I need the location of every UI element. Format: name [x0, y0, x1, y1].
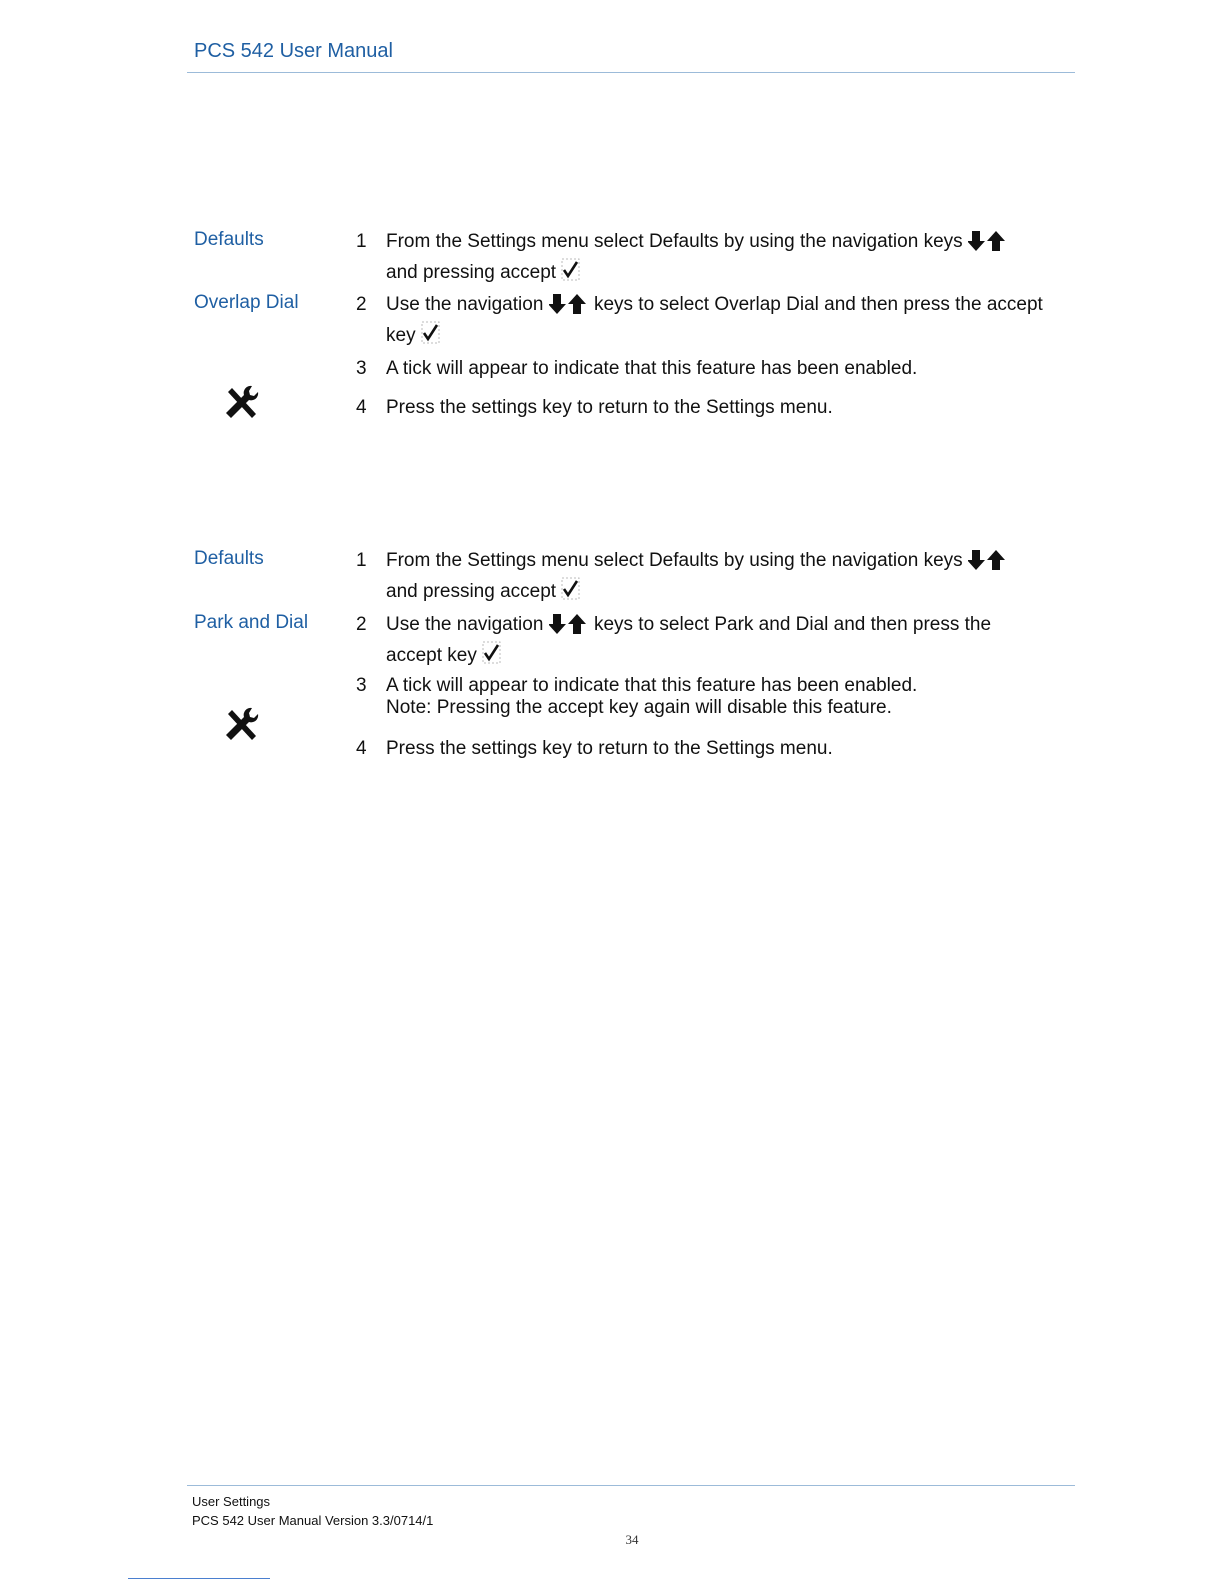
footer-version: PCS 542 User Manual Version 3.3/0714/1	[192, 1513, 434, 1528]
step-text: Press the settings key to return to the Settings menu.	[386, 738, 833, 759]
document-title: PCS 542 User Manual	[194, 40, 393, 62]
step-number: 3	[356, 358, 367, 379]
step-number: 4	[356, 397, 367, 418]
label-overlap-dial: Overlap Dial	[194, 292, 299, 313]
step-text: Press the settings key to return to the Settings menu.	[386, 397, 833, 418]
step-text: A tick will appear to indicate that this feature has been enabled. Note: Pressing the accept key again will disable this feature.	[386, 675, 1076, 719]
step-number: 1	[356, 231, 367, 252]
checkmark-icon	[421, 321, 441, 352]
step-number: 4	[356, 738, 367, 759]
header-divider	[187, 72, 1075, 73]
down-up-arrow-icon	[968, 550, 1008, 577]
step-note: Note: Pressing the accept key again will disable this feature.	[386, 697, 892, 718]
label-defaults: Defaults	[194, 229, 264, 250]
label-park-and-dial: Park and Dial	[194, 612, 309, 633]
label-defaults: Defaults	[194, 548, 264, 569]
step-text: From the Settings menu select Defaults by using the navigation keys and pressing accept	[386, 229, 1076, 289]
checkmark-icon	[561, 577, 581, 608]
step-text: From the Settings menu select Defaults by using the navigation keys and pressing accept	[386, 548, 1076, 608]
down-up-arrow-icon	[968, 231, 1008, 258]
down-up-arrow-icon	[549, 614, 589, 641]
footer-divider	[187, 1485, 1075, 1486]
step-text: Use the navigation keys to select Park and Dial and then press the accept key	[386, 612, 1076, 672]
step-number: 2	[356, 614, 367, 635]
settings-tools-icon	[222, 384, 260, 422]
step-number: 1	[356, 550, 367, 571]
checkmark-icon	[561, 258, 581, 289]
bottom-link-underline	[128, 1578, 270, 1579]
step-text: Use the navigation keys to select Overlap Dial and then press the accept key	[386, 292, 1076, 352]
checkmark-icon	[482, 641, 502, 672]
down-up-arrow-icon	[549, 294, 589, 321]
step-text: A tick will appear to indicate that this feature has been enabled.	[386, 358, 918, 379]
step-number: 3	[356, 675, 367, 696]
page-number: 34	[625, 1532, 639, 1547]
settings-tools-icon	[222, 706, 260, 744]
footer-section: User Settings	[192, 1494, 271, 1509]
step-number: 2	[356, 294, 367, 315]
